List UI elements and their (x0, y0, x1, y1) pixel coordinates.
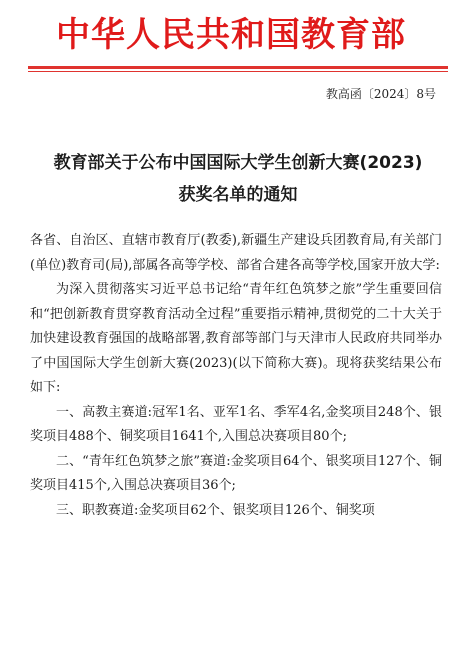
document-body (30, 229, 442, 523)
title-line-1: 教育部关于公布中国国际大学生创新大赛(2023) (53, 153, 423, 173)
document-number: 教高函〔2024〕8号 (325, 87, 436, 101)
document-title (28, 147, 448, 211)
award-item-2: 二、“青年红色筑梦之旅”赛道:金奖项目64个、银奖项目127个、铜奖项目415个,入围总决赛项目36个; (30, 453, 442, 493)
intro-paragraph: 为深入贯彻落实习近平总书记给“青年红色筑梦之旅”学生重要回信和“把创新教育贯穿教育活动全过程”重要指示精神,贯彻党的二十大关于加快建设教育强国的战略部署,教育部等部门与天津市人民政府共同举办了中国国际大学生创新大赛(2023)(以下简称大赛)。现将获奖结果公布如下: (30, 282, 442, 395)
title-line-2: 获奖名单的通知 (178, 185, 298, 205)
addressees-paragraph: 各省、自治区、直辖市教育厅(教委),新疆生产建设兵团教育局,有关部门(单位)教育司(局),部属各高等学校、部省合建各高等学校,国家开放大学: (30, 233, 442, 273)
award-item-1: 一、高教主赛道:冠军1名、亚军1名、季军4名,金奖项目248个、银奖项目488个、铜奖项目1641个,入围总决赛项目80个; (30, 404, 442, 444)
issuer-masthead: 中华人民共和国教育部 (56, 15, 406, 55)
masthead-rule-thick (28, 66, 448, 69)
award-item-3: 三、职教赛道:金奖项目62个、银奖项目126个、铜奖项 (56, 502, 375, 518)
masthead-rule-thin (28, 71, 448, 72)
